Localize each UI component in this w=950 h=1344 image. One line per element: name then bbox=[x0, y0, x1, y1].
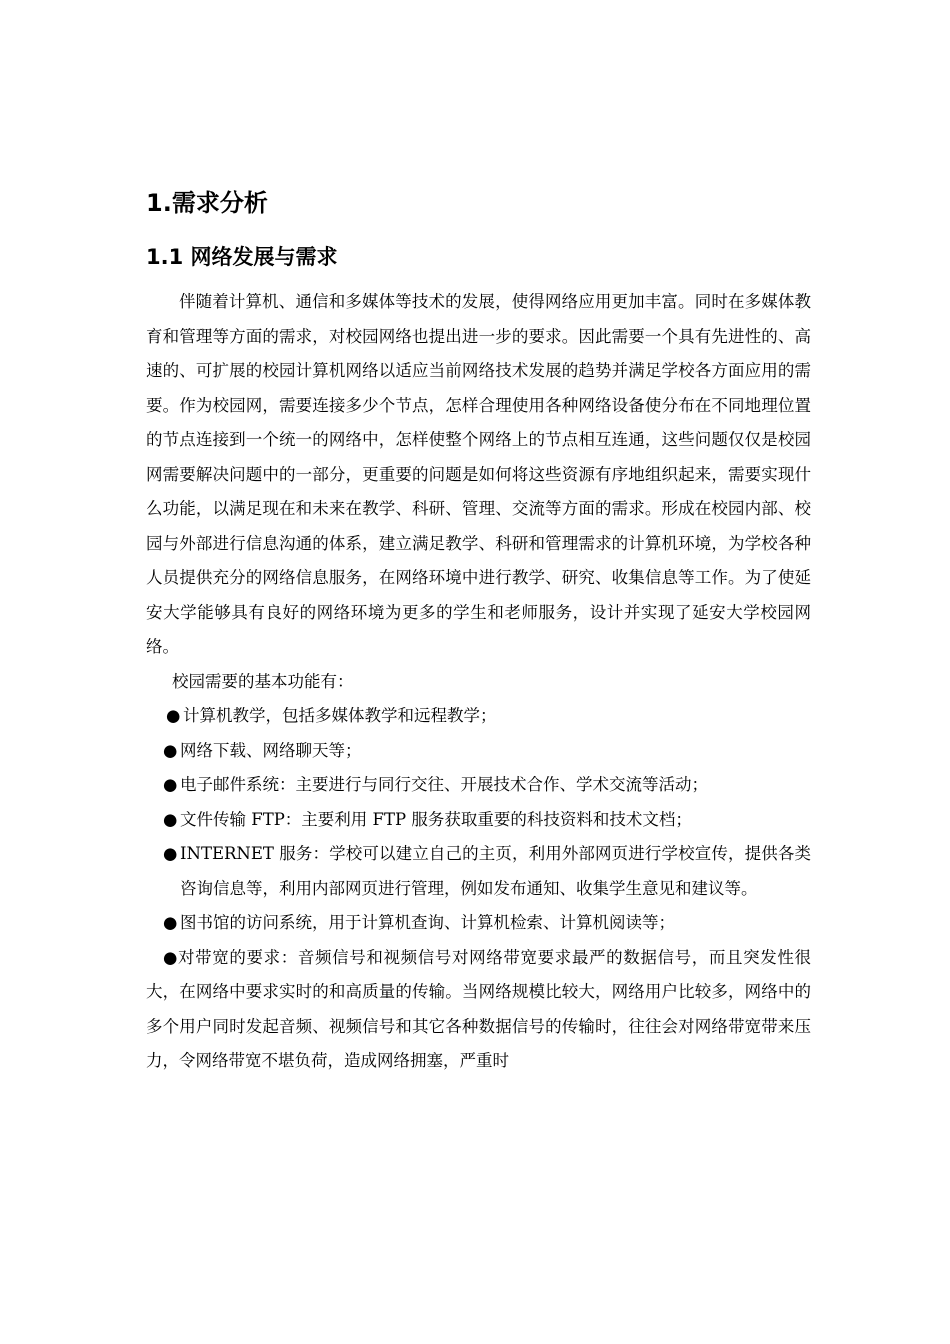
features-intro: 校园需要的基本功能有： bbox=[172, 671, 354, 691]
list-item bbox=[146, 768, 811, 803]
list-item bbox=[146, 941, 811, 1079]
document-body bbox=[146, 285, 811, 1079]
body-paragraph: 伴随着计算机、通信和多媒体等技术的发展，使得网络应用更加丰富。同时在多媒体教育和管理等方面的需求，对校园网络也提出进一步的要求。因此需要一个具有先进性的、高速的、可扩展的校园计算机网络以适应当前网络技术发展的趋势并满足学校各方面应用的需要。作为校园网，需要连接多少个节点，怎样合理使用各种网络设备使分布在不同地理位置的节点连接到一个统一的网络中，怎样使整个网络上的节点相互连通，这些问题仅仅是校园网需要解决问题中的一部分，更重要的问题是如何将这些资源有序地组织起来，需要实现什么功能，以满足现在和未来在教学、科研、管理、交流等方面的需求。形成在校园内部、校园与外部进行信息沟通的体系，建立满足教学、科研和管理需求的计算机环境，为学校各种人员提供充分的网络信息服务，在网络环境中进行教学、研究、收集信息等工作。为了使延安大学能够具有良好的网络环境为更多的学生和老师服务，设计并实现了延安大学校园网络。 bbox=[146, 292, 811, 656]
bullet-icon: ● bbox=[163, 775, 178, 794]
bullet-icon: ● bbox=[163, 809, 178, 829]
list-item-text: 对带宽的要求：音频信号和视频信号对网络带宽要求最严的数据信号，而且突发性很大，在网络中要求实时的和高质量的传输。当网络规模比较大，网络用户比较多，网络中的多个用户同时发起音频、视频信号和其它各种数据信号的传输时，往往会对网络带宽带来压力，令网络带宽不堪负荷，造成网络拥塞，严重时 bbox=[146, 947, 812, 1070]
bullet-icon: ● bbox=[163, 844, 178, 863]
list-item-text: 计算机教学，包括多媒体教学和远程教学； bbox=[183, 706, 497, 725]
subsection-heading: 1.1 网络发展与需求 bbox=[146, 245, 338, 269]
list-item-text: INTERNET 服务：学校可以建立自己的主页，利用外部网页进行学校宣传，提供各类咨询信息等，利用内部网页进行管理，例如发布通知、收集学生意见和建议等。 bbox=[180, 844, 811, 898]
list-item bbox=[146, 837, 811, 906]
list-item bbox=[146, 906, 811, 941]
list-item-text: 电子邮件系统：主要进行与同行交往、开展技术合作、学术交流等活动； bbox=[180, 775, 708, 794]
section-heading: 1.需求分析 bbox=[146, 189, 268, 217]
list-item bbox=[146, 699, 811, 734]
bullet-icon: ● bbox=[166, 706, 181, 725]
list-item-text: 文件传输 FTP：主要利用 FTP 服务获取重要的科技资料和技术文档； bbox=[180, 809, 692, 829]
list-item-text: 网络下载、网络聊天等； bbox=[180, 740, 362, 760]
list-item bbox=[146, 803, 811, 838]
bullet-icon: ● bbox=[163, 913, 178, 932]
bullet-icon: ● bbox=[163, 740, 178, 760]
list-item bbox=[146, 734, 811, 769]
list-item-text: 图书馆的访问系统，用于计算机查询、计算机检索、计算机阅读等； bbox=[180, 913, 675, 932]
bullet-icon: ● bbox=[163, 947, 179, 967]
